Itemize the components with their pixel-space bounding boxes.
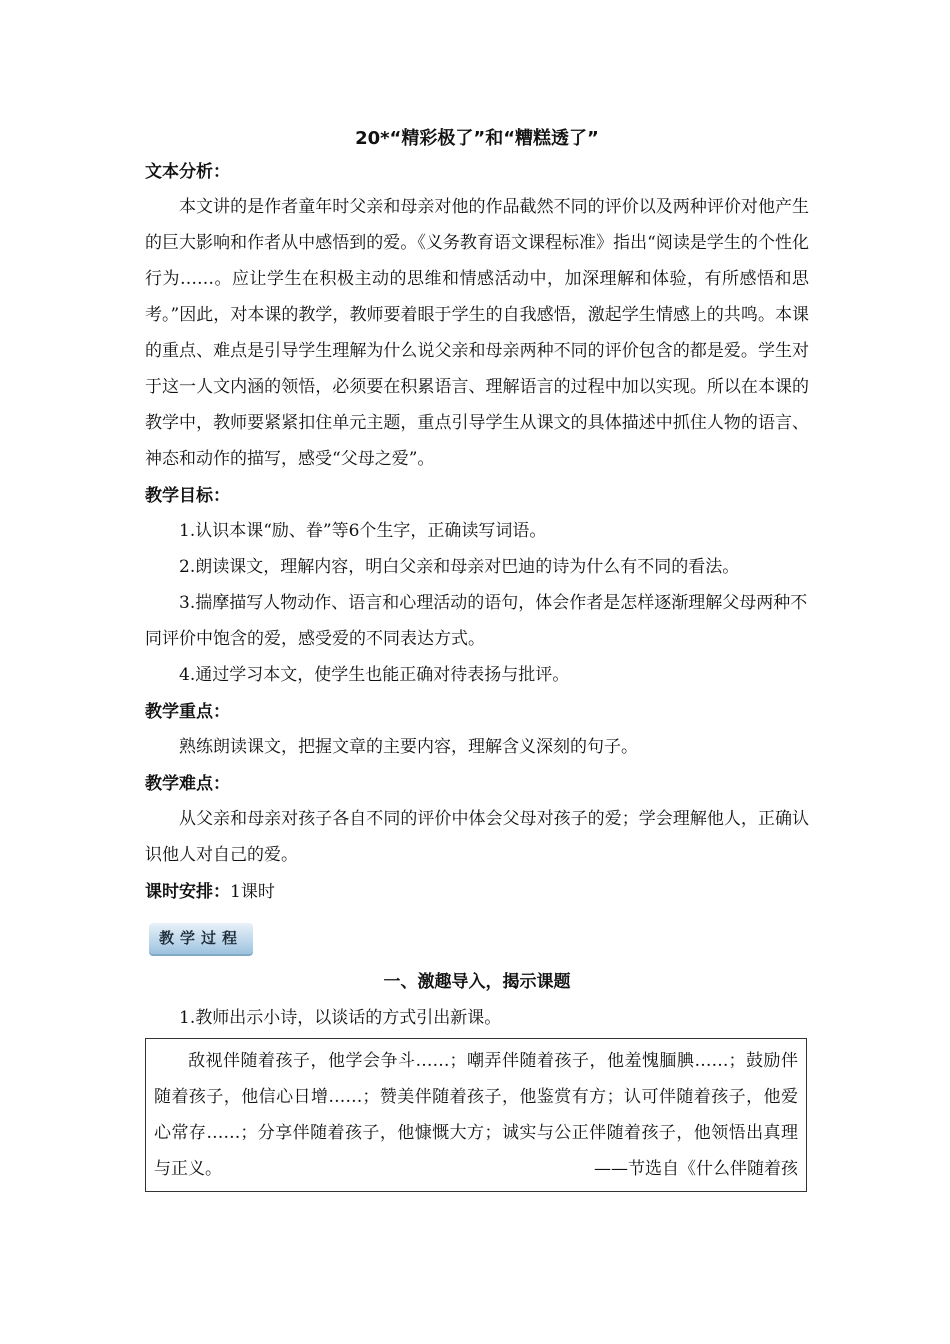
poem-box xyxy=(145,1038,807,1192)
teaching-goal-item: 4.通过学习本文，使学生也能正确对待表扬与批评。 xyxy=(179,665,570,685)
text-analysis-body: 本文讲的是作者童年时父亲和母亲对他的作品截然不同的评价以及两种评价对他产生的巨大影响和作者从中感悟到的爱。《义务教育语文课程标准》指出“阅读是学生的个性化行为……。应让学生在积极主动的思维和情感活动中，加深理解和体验，有所感悟和思考。”因此，对本课的教学，教师要着眼于学生的自我感悟，激起学生情感上的共鸣。本课的重点、难点是引导学生理解为什么说父亲和母亲两种不同的评价包含的都是爱。学生对于这一人文内涵的领悟，必须要在积累语言、理解语言的过程中加以实现。所以在本课的教学中，教师要紧紧扣住单元主题，重点引导学生从课文的具体描述中抓住人物的语言、神态和动作的描写，感受“父母之爱”。 xyxy=(145,197,809,469)
schedule-value: 1课时 xyxy=(230,882,275,902)
part-one-heading: 一、激趣导入，揭示课题 xyxy=(383,972,571,992)
part-one-step: 1.教师出示小诗，以谈话的方式引出新课。 xyxy=(179,1008,502,1028)
teaching-goal-item: 3.揣摩描写人物动作、语言和心理活动的语句，体会作者是怎样逐渐理解父母两种不同评价中饱含的爱，感受爱的不同表达方式。 xyxy=(145,593,808,649)
document-content xyxy=(145,125,809,1192)
key-points-body: 熟练朗读课文，把握文章的主要内容，理解含义深刻的句子。 xyxy=(179,737,638,757)
teaching-goal-item: 2.朗读课文，理解内容，明白父亲和母亲对巴迪的诗为什么有不同的看法。 xyxy=(179,557,740,577)
teaching-goal-item: 1.认识本课“励、眷”等6个生字，正确读写词语。 xyxy=(179,521,547,541)
difficulties-heading: 教学难点： xyxy=(145,774,230,794)
lesson-title: 20*“精彩极了”和“糟糕透了” xyxy=(355,128,599,149)
teaching-process-label: 教学过程 xyxy=(159,929,244,947)
teaching-process-badge xyxy=(149,923,253,954)
schedule-line xyxy=(145,877,809,907)
teaching-goals-heading: 教学目标： xyxy=(145,486,230,506)
poem-source: ——节选自《什么伴随着孩 xyxy=(594,1159,798,1179)
schedule-heading: 课时安排： xyxy=(145,882,230,902)
text-analysis-heading: 文本分析： xyxy=(145,162,230,182)
poem-body: 敌视伴随着孩子，他学会争斗……；嘲弄伴随着孩子，他羞愧腼腆……；鼓励伴随着孩子，他信心日增……；赞美伴随着孩子，他鉴赏有方；认可伴随着孩子，他爱心常存……；分享伴随着孩子，他慷慨大方；诚实与公正伴随着孩子，他领悟出真理与正义。 xyxy=(154,1051,798,1179)
difficulties-body: 从父亲和母亲对孩子各自不同的评价中体会父母对孩子的爱；学会理解他人，正确认识他人对自己的爱。 xyxy=(145,809,809,865)
poem-text xyxy=(154,1043,798,1187)
key-points-heading: 教学重点： xyxy=(145,702,230,722)
